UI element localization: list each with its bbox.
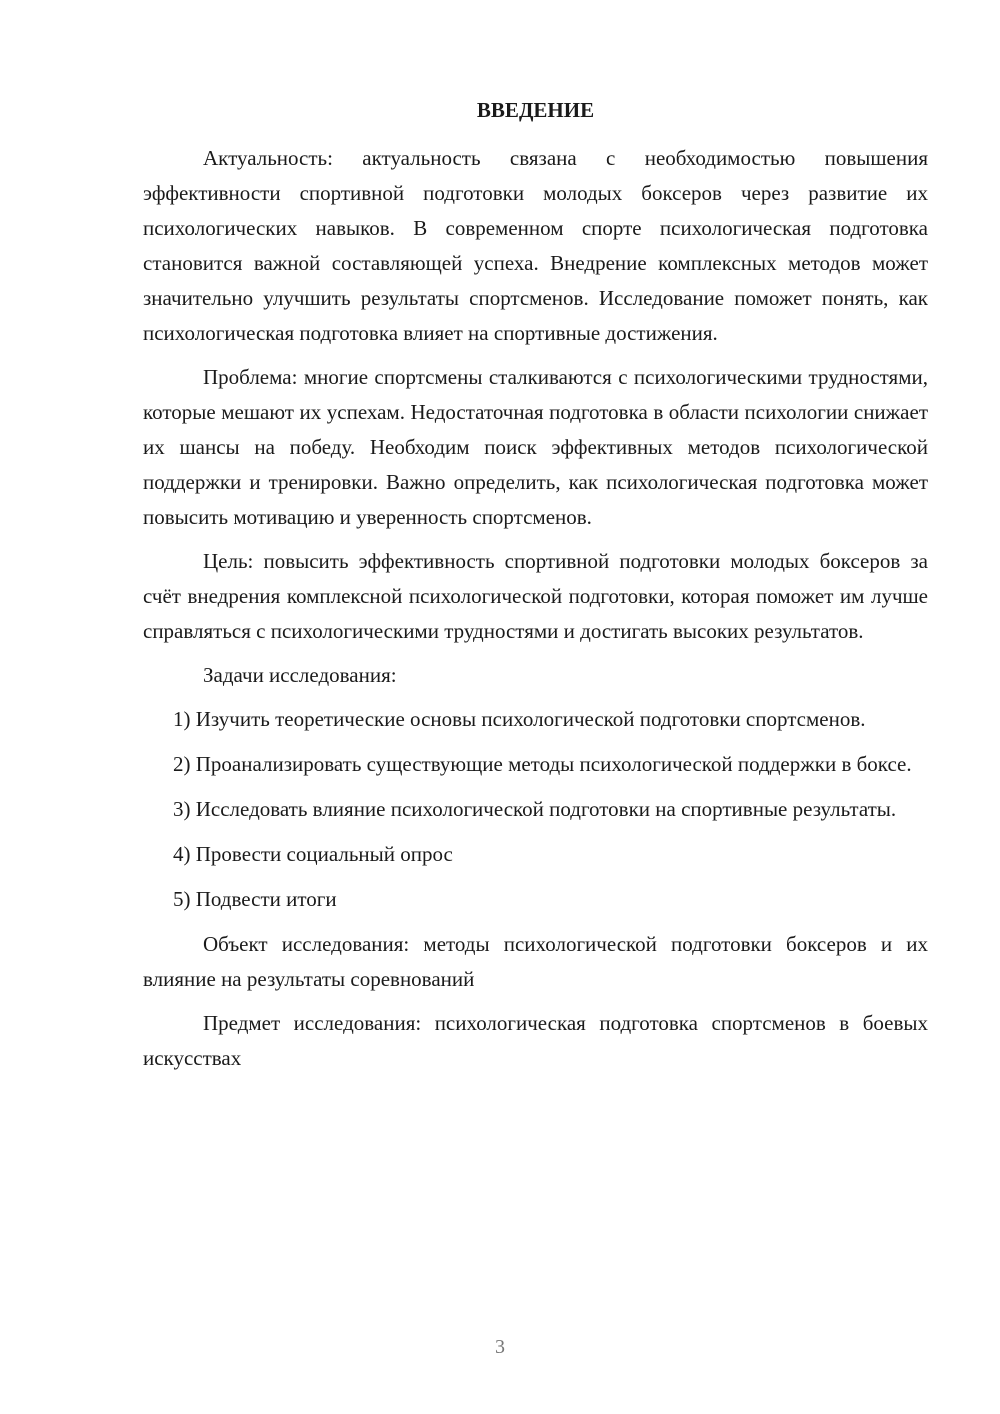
paragraph-object: Объект исследования: методы психологической подготовки боксеров и их влияние на результаты соревнований xyxy=(143,932,928,991)
paragraph-goal: Цель: повысить эффективность спортивной подготовки молодых боксеров за счёт внедрения комплексной психологической подготовки, которая поможет им лучше справляться с психологическими трудностями и достигать высоких результатов. xyxy=(143,549,928,643)
task-item-1: 1) Изучить теоретические основы психологической подготовки спортсменов. xyxy=(173,707,866,731)
task-item-4: 4) Провести социальный опрос xyxy=(173,842,453,866)
section-heading: ВВЕДЕНИЕ xyxy=(476,98,595,122)
task-item-5: 5) Подвести итоги xyxy=(173,887,337,911)
document-page xyxy=(143,93,928,1085)
task-item-3: 3) Исследовать влияние психологической подготовки на спортивные результаты. xyxy=(173,797,897,821)
tasks-list xyxy=(143,702,928,917)
page-number: 3 xyxy=(495,1336,505,1358)
paragraph-problem: Проблема: многие спортсмены сталкиваются с психологическими трудностями, которые мешают их успехам. Недостаточная подготовка в области психологии снижает их шансы на победу. Необходим поиск эффективных методов психологической поддержки и тренировки. Важно определить, как психологическая подготовка может повысить мотивацию и уверенность спортсменов. xyxy=(143,365,928,529)
paragraph-subject: Предмет исследования: психологическая подготовка спортсменов в боевых искусствах xyxy=(143,1011,928,1070)
paragraph-relevance: Актуальность: актуальность связана с необходимостью повышения эффективности спортивной подготовки молодых боксеров через развитие их психологических навыков. В современном спорте психологическая подготовка становится важной составляющей успеха. Внедрение комплексных методов может значительно улучшить результаты спортсменов. Исследование поможет понять, как психологическая подготовка влияет на спортивные достижения. xyxy=(143,146,928,345)
task-item-2: 2) Проанализировать существующие методы психологической поддержки в боксе. xyxy=(173,752,912,776)
paragraph-tasks-intro: Задачи исследования: xyxy=(203,663,397,687)
